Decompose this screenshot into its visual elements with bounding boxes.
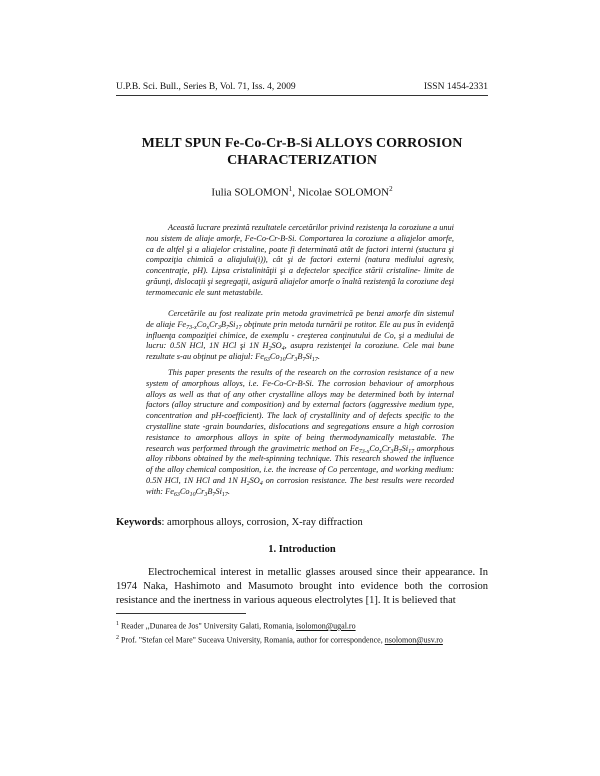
header-rule xyxy=(116,95,488,96)
title-line-2: CHARACTERIZATION xyxy=(227,153,377,168)
author-1-mark: 1 xyxy=(288,185,293,193)
abstract-english xyxy=(146,368,454,498)
journal-reference: U.P.B. Sci. Bull., Series B, Vol. 71, Iss. 4, 2009 xyxy=(116,82,296,92)
email-link-1[interactable]: isolomon@ugal.ro xyxy=(296,621,356,631)
keywords-label: Keywords xyxy=(116,517,162,528)
abstract-ro-paragraph-1: Această lucrare prezintă rezultatele cercetărilor privind rezistenţa la coroziune a unui nou sistem de aliaje amorfe, Fe-Co-Cr-B-Si. Comportarea la coroziune a aliajelor amorfe, ca de altfel şi a aliajelor cristaline, poate fi determinată atât de factori interni (stuctura şi compoziţia chimică a aliajului(i)), cât şi de factori externi (natura mediului agresiv, concentraţie, pH). Lipsa cristalinităţii şi a defectelor specifice stării cristaline- limite de grăunţi, dislocaţii şi segregaţii, asigură aliajelor amorfe o înaltă rezistenţă la coroziune deşi termomecanic ele sunt metastabile. xyxy=(146,223,454,297)
author-2: Nicolae SOLOMON xyxy=(297,186,390,199)
keywords xyxy=(116,517,488,528)
author-separator: , xyxy=(292,186,298,199)
introduction-body xyxy=(116,566,488,609)
keywords-text: : amorphous alloys, corrosion, X-ray diffraction xyxy=(161,517,363,528)
abstract-romanian-2 xyxy=(146,309,454,363)
footnote-rule xyxy=(116,613,246,614)
abstract-romanian xyxy=(146,223,454,299)
issn: ISSN 1454-2331 xyxy=(423,82,488,92)
introduction-paragraph: Electrochemical interest in metallic glasses aroused since their appearance. In 1974 Naka, Hashimoto and Masumoto brought into evidence both the corrosion resistance and the inertness in various aqueous electrolytes [1]. It is believed that xyxy=(116,567,488,607)
footnotes xyxy=(116,619,488,647)
title-line-1: MELT SPUN Fe-Co-Cr-B-Si ALLOYS CORROSION xyxy=(141,136,463,151)
author-list xyxy=(116,185,488,199)
footnote-2: $^2$ Prof. "Stefan cel Mare" Suceava University, Romania, author for correspondence, nsolomon@usv.ro xyxy=(116,635,443,645)
author-1: Iulia SOLOMON xyxy=(211,186,289,199)
author-2-mark: 2 xyxy=(389,185,393,193)
running-header xyxy=(116,82,488,92)
email-link-2[interactable]: nsolomon@usv.ro xyxy=(384,635,443,645)
section-heading: 1. Introduction xyxy=(268,544,336,555)
abstract-ro-paragraph-2: Cercetările au fost realizate prin metoda gravimetrică pe benzi amorfe din sistemul de aliaje $Fe_{73-x}Co_xCr_3B_7Si_{17}$ obţinute prin metoda turnării pe rotitor. Ele au pus în evidenţă influenţa compoziţiei chimice, de exemplu - creşterea conţinutului de Co, şi a mediului de lucru: 0.5N HCl, 1N HCl şi 1N $H_2SO_4$, asupra rezistenţei la coroziune. Cele mai bune rezultate s-au obţinut pe aliajul: $Fe_{63}Co_{10}Cr_3B_7Si_{17}$. xyxy=(146,309,455,364)
paper-title xyxy=(116,135,488,169)
footnote-1: $^1$ Reader ,,Dunarea de Jos" University Galati, Romania, isolomon@ugal.ro xyxy=(116,621,356,631)
abstract-en-paragraph: This paper presents the results of the research on the corrosion resistance of a new system of amorphous alloys, i.e. Fe-Co-Cr-B-Si. The corrosion behaviour of amorphous alloys as well as that of any other crystalline alloys may be determined both by internal factors (alloy structure and composition) and by external factors (aggressive medium type, concentration and pH-coefficient). The lack of crystallinity and of defects specific to the crystalline state -grain boundaries, dislocations and segregations ensure a high corrosion resistance to amorphous alloys in spite of being thermodynamically metastable. The research was performed through the gravimetric method on $Fe_{73-x}Co_xCr_3B_7Si_{17}$ amorphous alloy ribbons obtained by the melt-spinning technique. This research showed the influence of the alloy chemical composition, i.e. the increase of Co percentage, and working medium: 0.5N HCl, 1N HCl and 1N $H_2SO_4$ on corrosion resistance. The best results were recorded with: $Fe_{63}Co_{10}Cr_3B_7Si_{17}$. xyxy=(146,368,455,498)
